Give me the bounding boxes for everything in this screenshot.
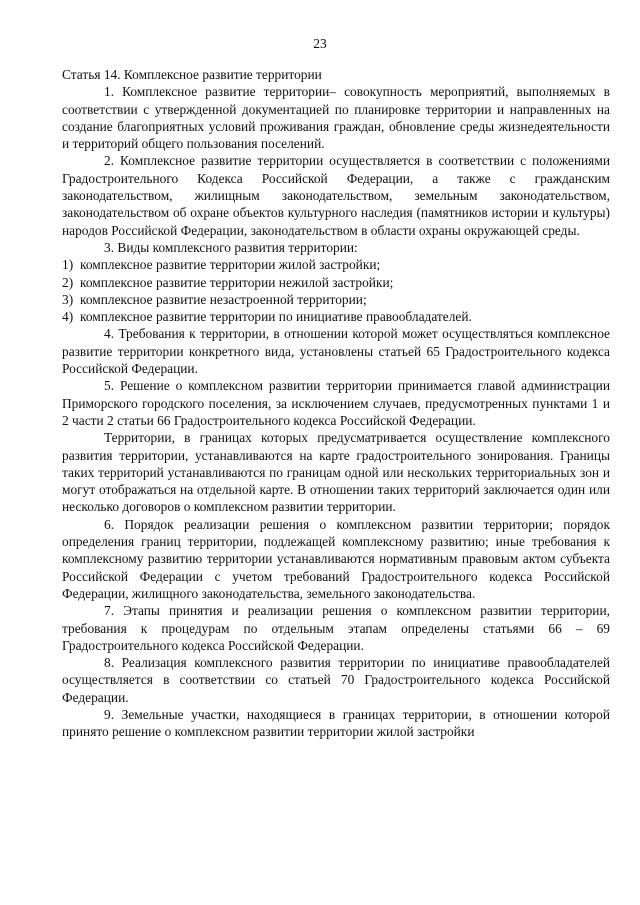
paragraph-9: 9. Земельные участки, находящиеся в границах территории, в отношении которой принято решение о комплексном развитии территории жилой застройки xyxy=(62,706,610,740)
list-item xyxy=(62,274,610,291)
list-item-number: 3) xyxy=(62,291,74,307)
paragraph-4: 4. Требования к территории, в отношении которой может осуществляться комплексное развитие территории конкретного вида, установлены статьей 65 Градостроительного кодекса Российской Федерации. xyxy=(62,326,610,377)
paragraph-8: 8. Реализация комплексного развития территории по инициативе правообладателей осуществляется в соответствии со статьей 70 Градостроительного кодекса Российской Федерации. xyxy=(62,655,610,705)
list-item-number: 1) xyxy=(62,257,74,273)
paragraph-3: 3. Виды комплексного развития территории: xyxy=(104,239,358,255)
list-item xyxy=(62,256,610,273)
list-item-text: комплексное развитие территории по инициативе правообладателей. xyxy=(80,309,472,325)
document-body xyxy=(62,66,610,741)
list-item-text: комплексное развитие территории нежилой застройки; xyxy=(80,274,394,290)
list-item xyxy=(62,308,610,325)
paragraph-6: 6. Порядок реализации решения о комплексном развитии территории; порядок определения границ территории, подлежащей комплексному развитию; иные требования к комплексному развитию территории устанавливаются нормативным правовым актом субъекта Российской Федерации с учетом требований Градостроительного кодекса Российской Федерации, жилищного законодательства, земельного законодательства. xyxy=(62,516,610,601)
page-number: 23 xyxy=(313,36,327,51)
article-title: Статья 14. Комплексное развитие территории xyxy=(62,67,322,82)
list-item-text: комплексное развитие территории жилой застройки; xyxy=(80,257,381,273)
types-list xyxy=(62,256,610,325)
paragraph-1: 1. Комплексное развитие территории– совокупность мероприятий, выполняемых в соответствии с утвержденной документацией по планировке территории и направленных на создание благоприятных условий проживания граждан, обновление среды жизнедеятельности и территорий общего пользования поселений. xyxy=(62,84,610,152)
paragraph-7: 7. Этапы принятия и реализации решения о комплексном развитии территории, требования к процедурам по отдельным этапам определены статьями 66 – 69 Градостроительного кодекса Российской Федерации. xyxy=(62,603,610,653)
paragraph-5-continuation: Территории, в границах которых предусматривается осуществление комплексного развития территории, устанавливаются на карте градостроительного зонирования. Границы таких территорий устанавливаются по границам одной или нескольких территориальных зон и могут отображаться на отдельной карте. В отношении таких территорий заключается один или несколько договоров о комплексном развитии территории. xyxy=(62,430,610,515)
list-item-text: комплексное развитие незастроенной территории; xyxy=(80,291,367,307)
list-item xyxy=(62,291,610,308)
list-item-number: 2) xyxy=(62,274,74,290)
paragraph-5: 5. Решение о комплексном развитии территории принимается главой администрации Приморского городского поселения, за исключением случаев, предусмотренных пунктами 1 и 2 части 2 статьи 66 Градостроительного кодекса Российской Федерации. xyxy=(62,378,610,428)
paragraph-2: 2. Комплексное развитие территории осуществляется в соответствии с положениями Градостроительного Кодекса Российской Федерации, а также с гражданским законодательством, жилищным законодательством, земельным законодательством, законодательством об охране объектов культурного наследия (памятников истории и культуры) народов Российской Федерации, законодательством в области охраны окружающей среды. xyxy=(62,153,610,238)
list-item-number: 4) xyxy=(62,309,74,325)
